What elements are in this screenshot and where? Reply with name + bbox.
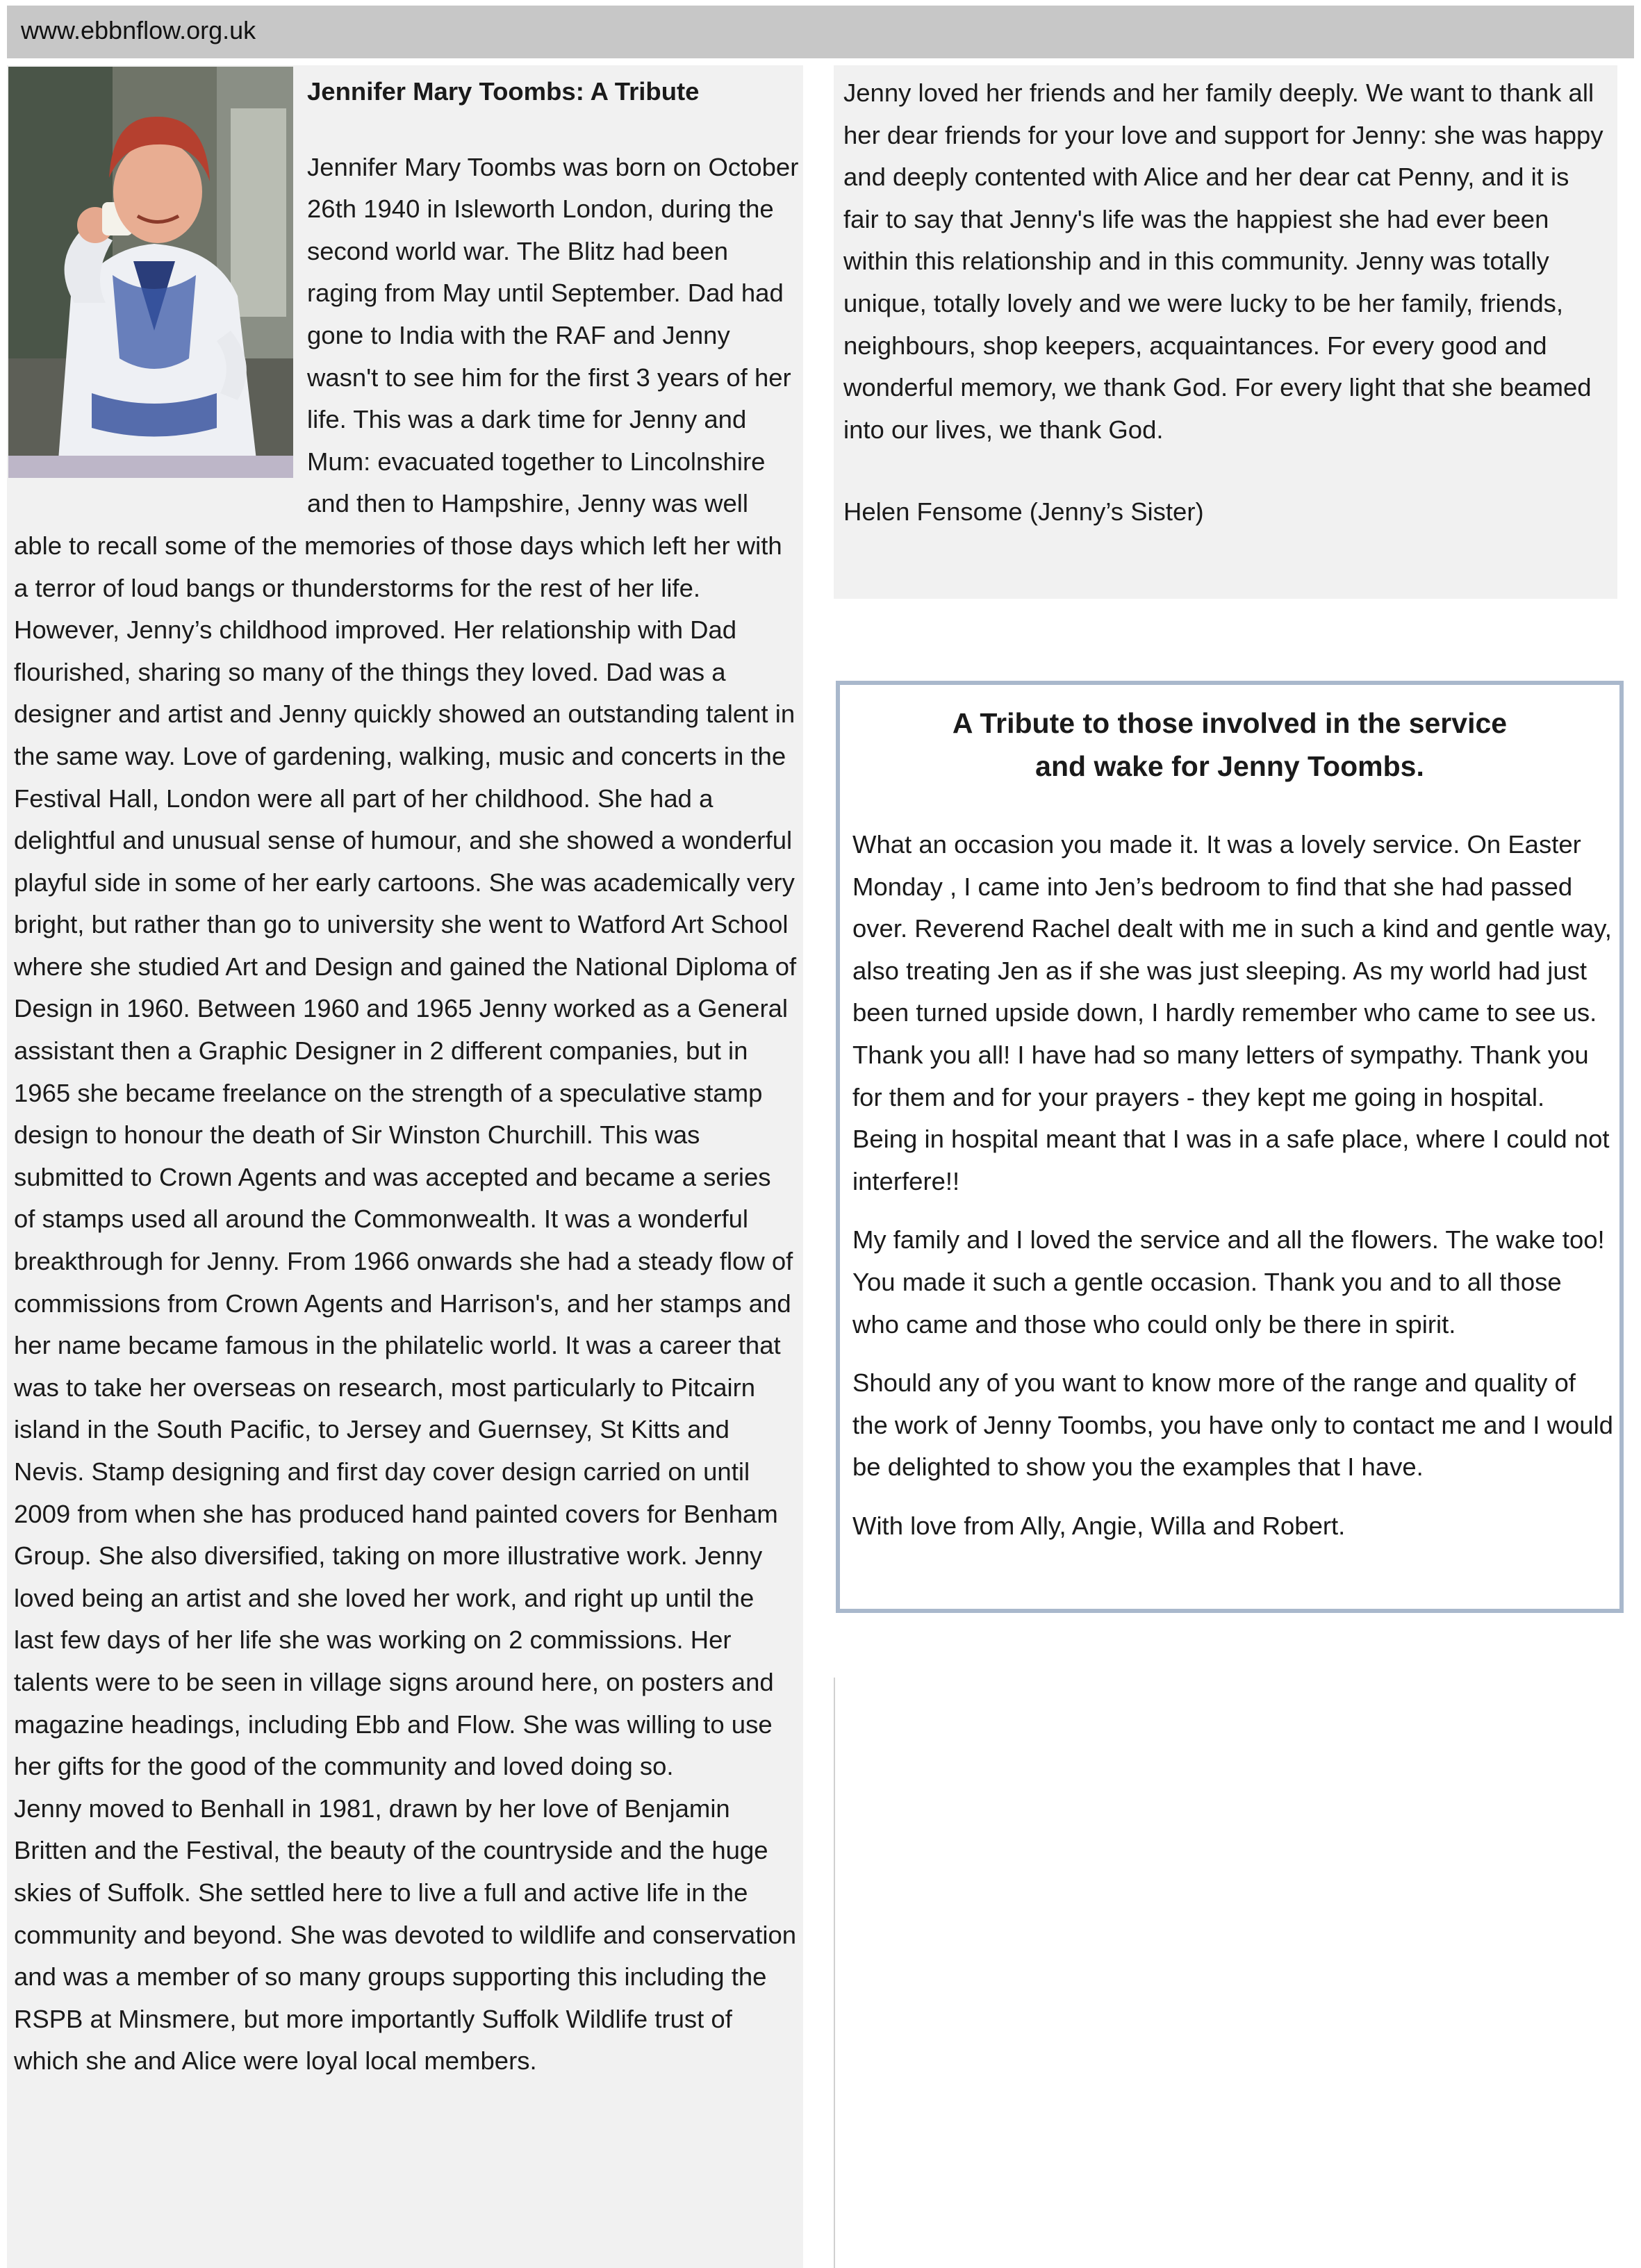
tribute-paragraph: With love from Ally, Angie, Willa and Robert. <box>852 1511 1346 1540</box>
tribute-paragraph: What an occasion you made it. It was a lovely service. On Easter Monday , I came into Jen’s bedroom to find that she had passed over. Reverend Rachel dealt with me in such a kind and gentle way, also treating Jen as if she was just sleeping. As my world had just been turned upside down, I hardly remember who came to see us. Thank you all! I have had so many letters of sympathy. Thank you for them and for your prayers - they kept me going in hospital. Being in hospital meant that I was in a safe place, where I could not interfere!! <box>852 830 1612 1195</box>
site-url[interactable]: www.ebbnflow.org.uk <box>21 16 256 44</box>
tribute-title-line2: and wake for Jenny Toombs. <box>1035 750 1424 782</box>
tribute-title <box>840 702 1619 788</box>
tribute-box <box>836 681 1624 1613</box>
article-text <box>14 65 799 2083</box>
tribute-paragraph: My family and I loved the service and all the flowers. The wake too! You made it such a gentle occasion. Thank you and to all those who came and those who could only be there in spirit. <box>852 1225 1605 1339</box>
article-continuation-panel <box>834 65 1617 599</box>
article-paragraph: Jenny moved to Benhall in 1981, drawn by her love of Benjamin Britten and the Festival, the beauty of the countryside and the huge skies of Suffolk. She settled here to live a full and active life in the community and beyond. She was devoted to wildlife and conservation and was a member of so many groups supporting this including the RSPB at Minsmere, but more importantly Suffolk Wildlife trust of which she and Alice were loyal local members. <box>14 1794 797 2076</box>
article-paragraph: However, Jenny’s childhood improved. Her relationship with Dad flourished, sharing so many of the things they loved. Dad was a designer and artist and Jenny quickly showed an outstanding talent in the same way. Love of gardening, walking, music and concerts in the Festival Hall, London were all part of her childhood. She had a delightful and unusual sense of humour, and she showed a wonderful playful side in some of her early cartoons. She was academically very bright, but rather than go to university she went to Watford Art School where she studied Art and Design and gained the National Diploma of Design in 1960. Between 1960 and 1965 Jenny worked as a General assistant then a Graphic Designer in 2 different companies, but in 1965 she became freelance on the strength of a speculative stamp design to honour the death of Sir Winston Churchill. This was submitted to Crown Agents and was accepted and became a series of stamps used all around the Commonwealth. It was a wonderful breakthrough for Jenny. From 1966 onwards she had a steady flow of commissions from Crown Agents and Harrison's, and her stamps and her name became famous in the philatelic world. It was a career that was to take her overseas on research, most particularly to Pitcairn island in the South Pacific, to Jersey and Guernsey, St Kitts and Nevis. Stamp designing and first day cover design carried on until 2009 from when she has produced hand painted covers for Benham Group. She also diversified, taking on more illustrative work. Jenny loved being an artist and she loved her work, and right up until the last few days of her life she was working on 2 commissions. Her talents were to be seen in village signs around here, on posters and magazine headings, including Ebb and Flow. She was willing to use her gifts for the good of the community and loved doing so. <box>14 615 797 1781</box>
article-paragraph: Jennifer Mary Toombs was born on October 26th 1940 in Isleworth London, during the second world war. The Blitz had been raging from May until September. Dad had gone to India with the RAF and Jenny wasn't to see him for the first 3 years of her life. This was a dark time for Jenny and Mum: evacuated together to Lincolnshire and then to Hampshire, Jenny was well able to recall some of the memories of those days which left her with a terror of loud bangs or thunderstorms for the rest of her life. <box>14 152 799 602</box>
column-divider <box>834 1678 835 2268</box>
site-header-bar <box>7 6 1634 58</box>
article-continuation: Jenny loved her friends and her family deeply. We want to thank all her dear friends for your love and support for Jenny: she was happy and deeply contented with Alice and her dear cat Penny, and it is fair to say that Jenny's life was the happiest she had ever been within this relationship and in this community. Jenny was totally unique, totally lovely and we were lucky to be her family, friends, neighbours, shop keepers, acquaintances. For every good and wonderful memory, we thank God. For every light that she beamed into our lives, we thank God. <box>843 78 1603 444</box>
article-title: Jennifer Mary Toombs: A Tribute <box>307 77 700 106</box>
tribute-title-line1: A Tribute to those involved in the service <box>952 707 1508 739</box>
article-panel <box>7 65 803 2268</box>
tribute-paragraph: Should any of you want to know more of the range and quality of the work of Jenny Toombs, you have only to contact me and I would be delighted to show you the examples that I have. <box>852 1368 1613 1482</box>
article-signature: Helen Fensome (Jenny’s Sister) <box>843 497 1204 527</box>
tribute-body <box>852 824 1614 1564</box>
